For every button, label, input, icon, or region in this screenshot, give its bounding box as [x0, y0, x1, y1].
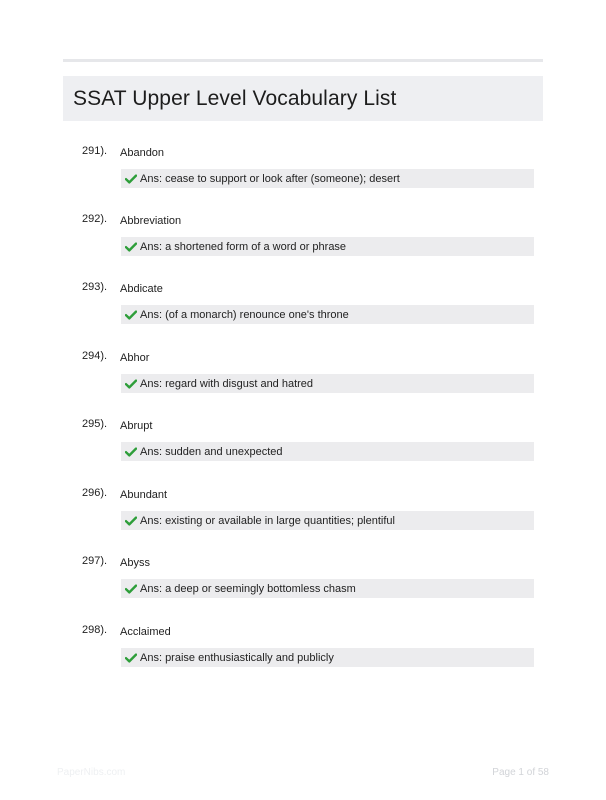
answer-box [121, 374, 534, 393]
question-word: Abrupt [120, 420, 153, 432]
answer-box [121, 237, 534, 256]
question-item [0, 145, 606, 205]
question-word: Abyss [120, 557, 150, 569]
answer-text: Ans: a deep or seemingly bottomless chasm [140, 582, 356, 595]
question-item [0, 281, 606, 341]
question-word: Abandon [120, 147, 165, 159]
answer-box [121, 305, 534, 324]
answer-text: Ans: regard with disgust and hatred [140, 377, 314, 390]
question-word: Acclaimed [120, 626, 171, 638]
answer-box [121, 648, 534, 667]
answer-text: Ans: praise enthusiastically and publicly [140, 651, 334, 664]
question-word: Abdicate [120, 283, 163, 295]
check-icon [125, 242, 137, 252]
question-number: 298). [82, 624, 108, 636]
question-item [0, 555, 606, 615]
answer-box [121, 579, 534, 598]
question-word: Abbreviation [120, 215, 182, 227]
answer-text: Ans: existing or available in large quantities; plentiful [140, 514, 395, 527]
page-number: Page 1 of 58 [492, 767, 549, 778]
check-icon [125, 516, 137, 526]
answer-box [121, 442, 534, 461]
answer-box [121, 169, 534, 188]
answer-text: Ans: sudden and unexpected [140, 445, 283, 458]
check-icon [125, 174, 137, 184]
check-icon [125, 310, 137, 320]
top-divider [63, 59, 543, 62]
question-number: 296). [82, 487, 108, 499]
answer-text: Ans: (of a monarch) renounce one's throne [140, 308, 349, 321]
check-icon [125, 653, 137, 663]
question-item [0, 487, 606, 547]
check-icon [125, 584, 137, 594]
question-number: 295). [82, 418, 108, 430]
question-item [0, 418, 606, 478]
question-item [0, 213, 606, 273]
question-number: 294). [82, 350, 108, 362]
question-word: Abundant [120, 489, 168, 501]
question-item [0, 350, 606, 410]
question-number: 293). [82, 281, 108, 293]
check-icon [125, 447, 137, 457]
question-number: 291). [82, 145, 108, 157]
question-number: 292). [82, 213, 108, 225]
question-number: 297). [82, 555, 108, 567]
footer-site: PaperNibs.com [57, 767, 126, 778]
title-bar [63, 76, 543, 121]
question-item [0, 624, 606, 684]
check-icon [125, 379, 137, 389]
answer-text: Ans: cease to support or look after (someone); desert [140, 172, 400, 185]
question-word: Abhor [120, 352, 150, 364]
answer-text: Ans: a shortened form of a word or phrase [140, 240, 347, 253]
answer-box [121, 511, 534, 530]
page-title: SSAT Upper Level Vocabulary List [73, 86, 397, 110]
